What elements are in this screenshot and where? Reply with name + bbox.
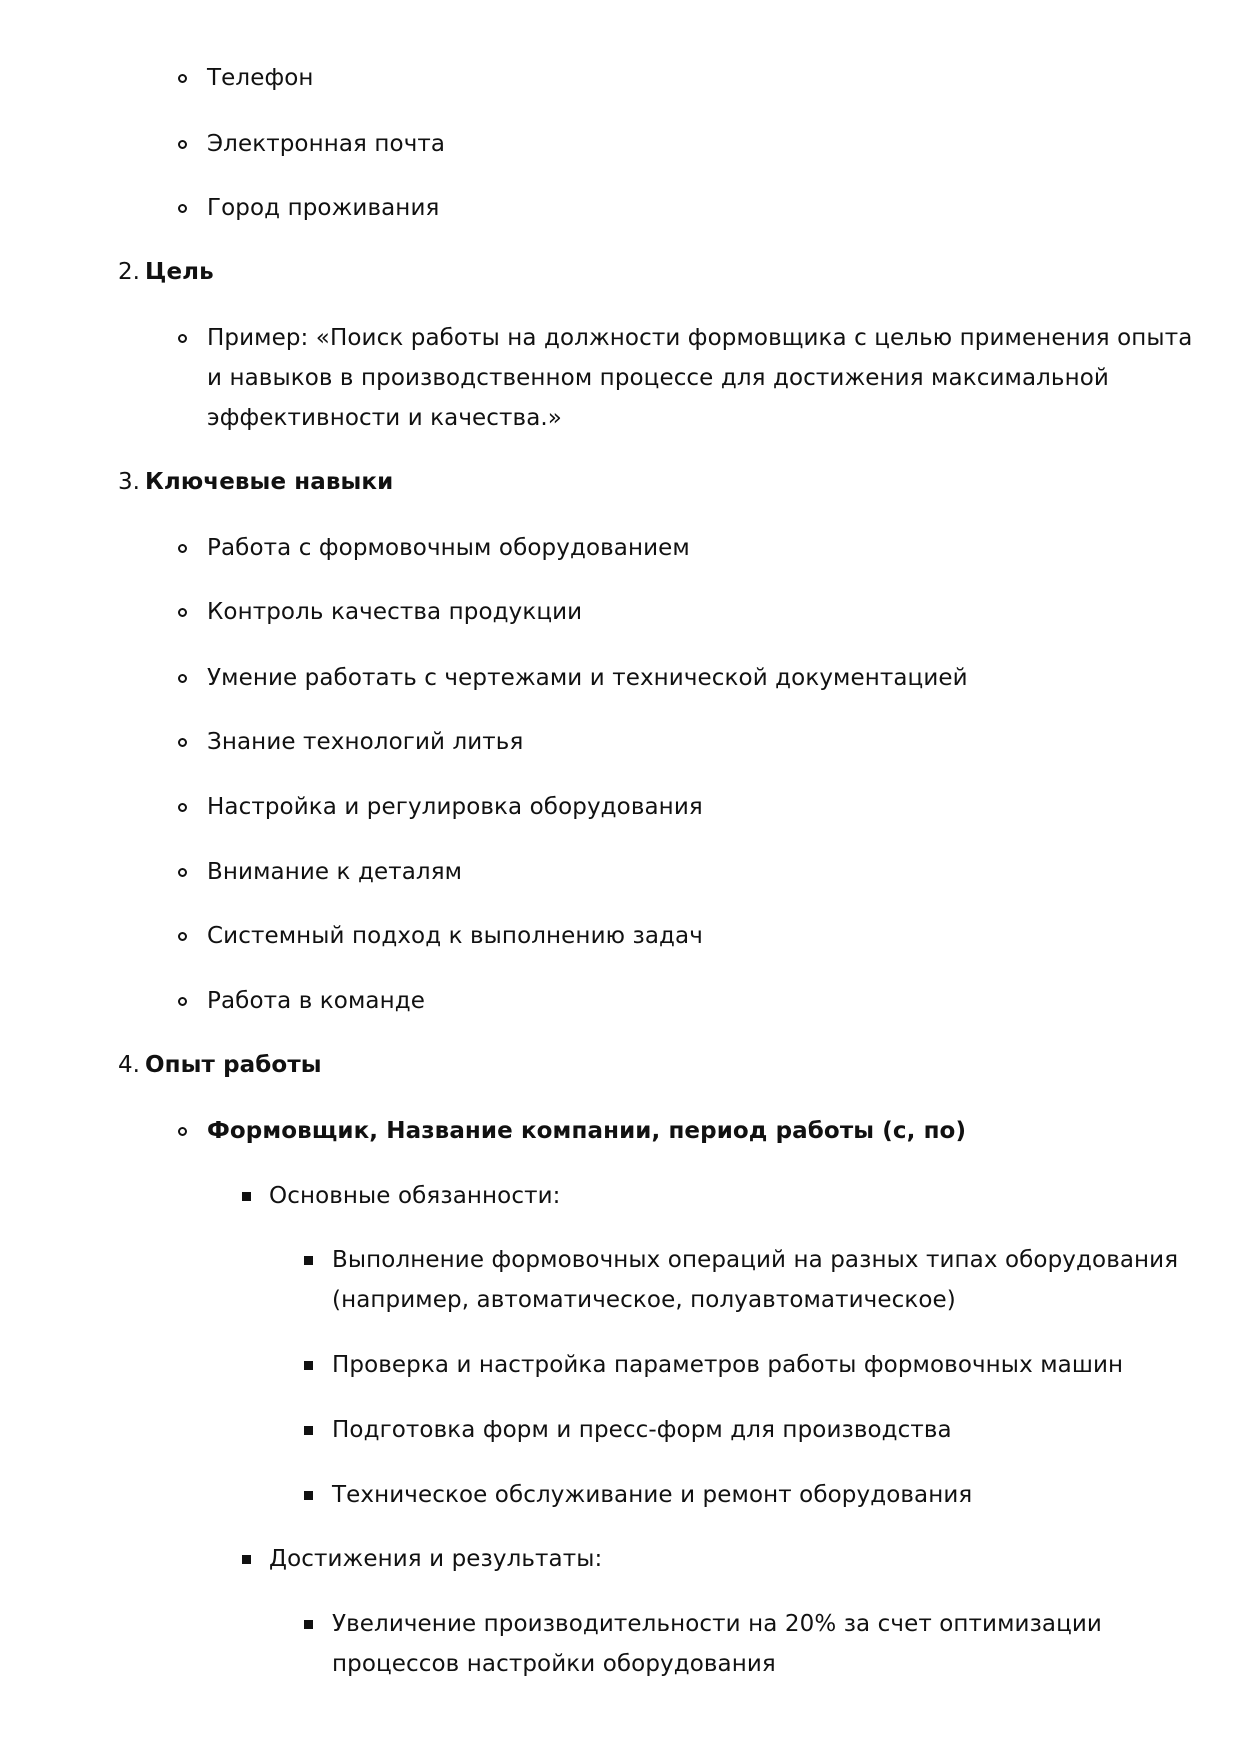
square-bullet-icon — [304, 1426, 313, 1435]
circle-bullet-icon — [178, 204, 187, 213]
section-number: 3. — [118, 469, 140, 495]
square-bullet-icon — [304, 1256, 313, 1265]
skill-item: Настройка и регулировка оборудования — [207, 794, 703, 820]
skill-item: Работа в команде — [207, 988, 425, 1014]
section-number: 4. — [118, 1052, 140, 1078]
job-position: Формовщик, Название компании, период работы (с, по) — [207, 1118, 967, 1144]
achievements-label: Достижения и результаты: — [269, 1546, 603, 1572]
circle-bullet-icon — [178, 74, 187, 83]
section-number: 2. — [118, 259, 140, 285]
duty-item-continuation: (например, автоматическое, полуавтоматическое) — [332, 1287, 956, 1313]
goal-example-line: и навыков в производственном процессе для достижения максимальной — [207, 365, 1109, 391]
contact-phone: Телефон — [207, 65, 314, 91]
circle-bullet-icon — [178, 608, 187, 617]
section-title-experience: Опыт работы — [145, 1052, 322, 1078]
section-title-goal: Цель — [145, 259, 214, 285]
skill-item: Умение работать с чертежами и технической документацией — [207, 665, 968, 691]
duty-item: Выполнение формовочных операций на разных типах оборудования — [332, 1247, 1179, 1273]
goal-example-line: Пример: «Поиск работы на должности формовщика с целью применения опыта — [207, 325, 1193, 351]
square-bullet-icon — [242, 1192, 251, 1201]
skill-item: Внимание к деталям — [207, 859, 463, 885]
skill-item: Работа с формовочным оборудованием — [207, 535, 690, 561]
circle-bullet-icon — [178, 997, 187, 1006]
circle-bullet-icon — [178, 803, 187, 812]
circle-bullet-icon — [178, 1127, 187, 1136]
duty-item: Подготовка форм и пресс-форм для производства — [332, 1417, 952, 1443]
achievement-item-continuation: процессов настройки оборудования — [332, 1651, 776, 1677]
duties-label: Основные обязанности: — [269, 1183, 561, 1209]
circle-bullet-icon — [178, 334, 187, 343]
skill-item: Контроль качества продукции — [207, 599, 583, 625]
duty-item: Техническое обслуживание и ремонт оборудования — [332, 1482, 973, 1508]
circle-bullet-icon — [178, 140, 187, 149]
circle-bullet-icon — [178, 738, 187, 747]
achievement-item: Увеличение производительности на 20% за счет оптимизации — [332, 1611, 1102, 1637]
circle-bullet-icon — [178, 544, 187, 553]
square-bullet-icon — [304, 1620, 313, 1629]
square-bullet-icon — [242, 1555, 251, 1564]
square-bullet-icon — [304, 1361, 313, 1370]
square-bullet-icon — [304, 1491, 313, 1500]
circle-bullet-icon — [178, 674, 187, 683]
circle-bullet-icon — [178, 868, 187, 877]
duty-item: Проверка и настройка параметров работы формовочных машин — [332, 1352, 1124, 1378]
skill-item: Системный подход к выполнению задач — [207, 923, 703, 949]
skill-item: Знание технологий литья — [207, 729, 524, 755]
contact-email: Электронная почта — [207, 131, 446, 157]
goal-example-line: эффективности и качества.» — [207, 405, 562, 431]
circle-bullet-icon — [178, 932, 187, 941]
section-title-skills: Ключевые навыки — [145, 469, 394, 495]
contact-city: Город проживания — [207, 195, 440, 221]
